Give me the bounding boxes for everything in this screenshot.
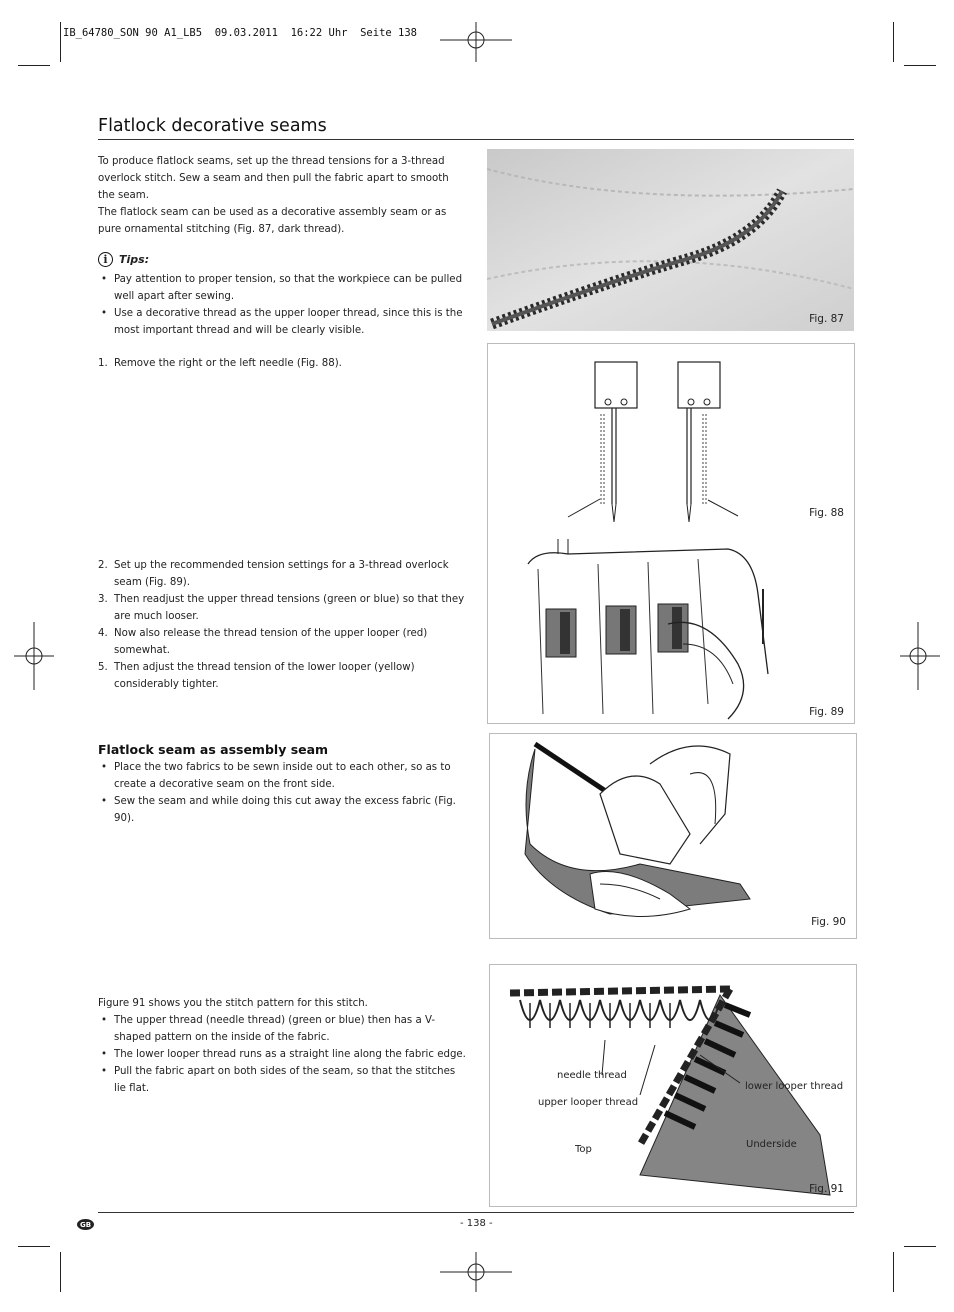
step-number: 1. <box>98 358 108 369</box>
assembly-heading: Flatlock seam as assembly seam <box>98 742 329 757</box>
list-item: • Place the two fabrics to be sewn inside out to each other, so as to create a decorative seam on the front side. <box>98 759 470 793</box>
figure-caption: Fig. 90 <box>811 916 846 928</box>
list-item: • The upper thread (needle thread) (green or blue) then has a V-shaped pattern on the inside of the fabric. <box>98 1012 468 1046</box>
list-item: • Use a decorative thread as the upper looper thread, since this is the most important thread and will be clearly visible. <box>98 305 468 339</box>
step-number: 5. <box>98 662 108 673</box>
list-item <box>98 625 468 659</box>
title-rule <box>98 139 854 140</box>
info-icon: i <box>98 252 113 267</box>
list-item <box>98 557 468 591</box>
fig91-list <box>98 1012 468 1097</box>
fig91-intro: Figure 91 shows you the stitch pattern for this stitch. <box>98 998 368 1009</box>
footer-rule <box>98 1212 854 1213</box>
figure-caption: Fig. 87 <box>809 313 844 325</box>
figure-88-89 <box>487 343 855 724</box>
registration-mark-bottom <box>440 1252 512 1292</box>
fig89-tension-dials-drawing <box>488 344 855 724</box>
figure-caption: Fig. 89 <box>809 706 844 718</box>
page-title: Flatlock decorative seams <box>98 116 327 136</box>
registration-mark-left <box>14 622 54 690</box>
figure-91 <box>489 964 857 1207</box>
step-number: 3. <box>98 594 108 605</box>
step-number: 2. <box>98 560 108 571</box>
step-text: Then readjust the upper thread tensions (green or blue) so that they are much looser. <box>114 594 465 622</box>
figure-caption: Fig. 91 <box>809 1183 844 1195</box>
fig90-cutting-drawing <box>490 734 857 939</box>
label-top: Top <box>575 1144 592 1155</box>
label-upper-looper-thread: upper looper thread <box>538 1097 639 1108</box>
step-number: 4. <box>98 628 108 639</box>
label-needle-thread: needle thread <box>557 1070 627 1081</box>
step-text: Then adjust the thread tension of the lower looper (yellow) considerably tighter. <box>114 662 415 690</box>
figure-caption: Fig. 88 <box>809 507 844 519</box>
step-text: Now also release the thread tension of the upper looper (red) somewhat. <box>114 628 428 656</box>
step-text: Remove the right or the left needle (Fig. 88). <box>114 358 342 369</box>
list-item <box>98 659 468 693</box>
language-badge: GB <box>77 1219 94 1230</box>
tips-heading <box>98 252 149 267</box>
print-slug: IB_64780_SON 90 A1_LB5 09.03.2011 16:22 Uhr Seite 138 <box>63 27 418 39</box>
list-item: • The lower looper thread runs as a straight line along the fabric edge. <box>98 1046 468 1063</box>
page-number: - 138 - <box>460 1218 493 1229</box>
intro-paragraph-1: To produce flatlock seams, set up the thread tensions for a 3-thread overlock stitch. Sew a seam and then pull the fabric apart to smooth the seam. <box>98 156 449 201</box>
tips-list <box>98 271 468 339</box>
label-underside: Underside <box>746 1139 797 1150</box>
intro-paragraph-2: The flatlock seam can be used as a decorative assembly seam or as pure ornamental stitching (Fig. 87, dark thread). <box>98 207 447 235</box>
step-1 <box>98 355 468 372</box>
fig87-photo <box>487 149 854 331</box>
tips-label: Tips: <box>119 253 150 266</box>
list-item: • Pull the fabric apart on both sides of the seam, so that the stitches lie flat. <box>98 1063 468 1097</box>
list-item: • Pay attention to proper tension, so that the workpiece can be pulled well apart after sewing. <box>98 271 468 305</box>
figure-87 <box>487 149 854 331</box>
steps-list <box>98 557 468 693</box>
label-lower-looper-thread: lower looper thread <box>745 1081 844 1092</box>
assembly-list <box>98 759 470 827</box>
step-text: Set up the recommended tension settings for a 3-thread overlock seam (Fig. 89). <box>114 560 449 588</box>
list-item <box>98 591 468 625</box>
registration-mark-top <box>440 22 512 62</box>
figure-90 <box>489 733 857 939</box>
registration-mark-right <box>900 622 940 690</box>
list-item: • Sew the seam and while doing this cut away the excess fabric (Fig. 90). <box>98 793 470 827</box>
